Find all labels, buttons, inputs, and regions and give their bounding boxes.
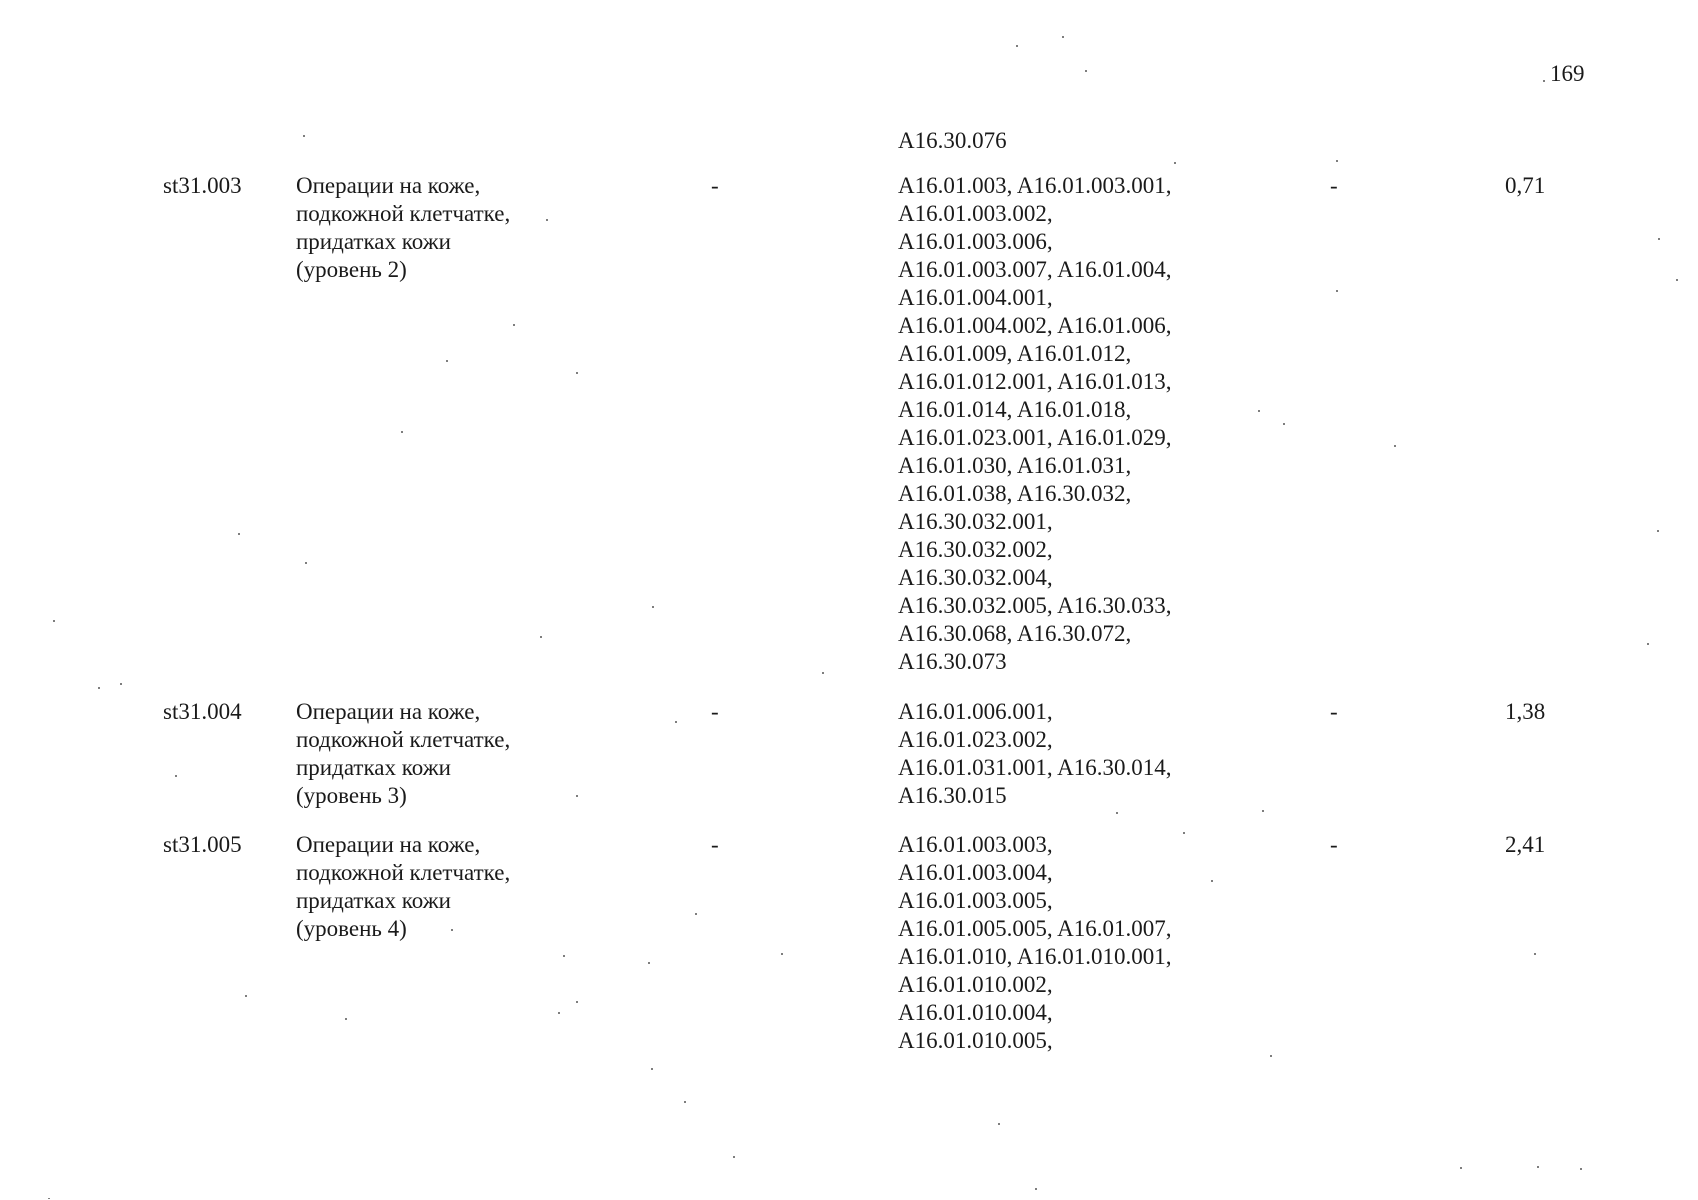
scan-speck [98, 687, 100, 689]
scan-speck [48, 1198, 50, 1199]
row-services: A16.01.003, A16.01.003.001, A16.01.003.002, A16.01.003.006, A16.01.003.007, A16.01.004, A16.01.004.001, A16.01.004.002, A16.01.006, A16.01.009, A16.01.012, A16.01.012.001, A16.01.013, A16.01.014, A16.01.018, A16.01.023.001, A16.01.029, A16.01.030, A16.01.031, A16.01.038, A16.30.032, A16.30.032.001, A16.30.032.002, A16.30.032.004, A16.30.032.005, A16.30.033, A16.30.068, A16.30.072, A16.30.073 [898, 173, 1172, 674]
row-dash-1: - [711, 832, 719, 857]
scan-speck [1283, 423, 1285, 425]
scan-speck [1116, 812, 1118, 814]
scan-speck [1270, 1055, 1272, 1057]
scan-speck [1543, 80, 1545, 82]
row-name: Операции на коже, подкожной клетчатке, придатках кожи (уровень 2) [296, 173, 511, 282]
scan-speck [1174, 162, 1176, 164]
scan-speck [1658, 238, 1660, 240]
scan-speck [53, 620, 55, 622]
row-code: st31.003 [163, 173, 242, 198]
scan-speck [446, 360, 448, 362]
scan-speck [401, 431, 403, 433]
scan-speck [1580, 1168, 1582, 1170]
scan-speck [1183, 832, 1185, 834]
scan-speck [1460, 1167, 1462, 1169]
scan-speck [451, 929, 453, 931]
scan-speck [1534, 953, 1536, 955]
page-number: 169 [1550, 61, 1585, 86]
scan-speck [345, 1018, 347, 1020]
scan-speck [822, 672, 824, 674]
scan-speck [1394, 445, 1396, 447]
scan-speck [1262, 810, 1264, 812]
scan-speck [1016, 45, 1018, 47]
scan-speck [675, 721, 677, 723]
row-name: Операции на коже, подкожной клетчатке, придатках кожи (уровень 4) [296, 832, 511, 941]
scan-speck [1258, 410, 1260, 412]
scan-speck [651, 1068, 653, 1070]
scan-speck [1537, 1166, 1539, 1168]
row-services: A16.01.006.001, A16.01.023.002, A16.01.031.001, A16.30.014, A16.30.015 [898, 699, 1172, 808]
scan-speck [540, 636, 542, 638]
scan-speck [733, 1156, 735, 1158]
scan-speck [576, 1001, 578, 1003]
row-code: st31.004 [163, 699, 242, 724]
scan-speck [781, 953, 783, 955]
scan-speck [563, 955, 565, 957]
scan-speck [652, 606, 654, 608]
row-code: st31.005 [163, 832, 242, 857]
scan-speck [513, 324, 515, 326]
scan-speck [576, 372, 578, 374]
scan-speck [576, 795, 578, 797]
scan-speck [303, 135, 305, 137]
row-coefficient: 0,71 [1505, 173, 1546, 198]
row-dash-1: - [711, 173, 719, 198]
scan-speck [546, 219, 548, 221]
row-coefficient: 1,38 [1505, 699, 1546, 724]
scan-speck [1085, 70, 1087, 72]
scan-speck [305, 562, 307, 564]
scan-speck [558, 1012, 560, 1014]
row-coefficient: 2,41 [1505, 832, 1546, 857]
row-name: Операции на коже, подкожной клетчатке, придатках кожи (уровень 3) [296, 699, 511, 808]
continuation-line: A16.30.076 [898, 128, 1007, 153]
scan-speck [1211, 880, 1213, 882]
row-dash-1: - [711, 699, 719, 724]
scan-speck [648, 962, 650, 964]
scan-speck [120, 683, 122, 685]
scan-speck [238, 533, 240, 535]
scan-speck [1647, 643, 1649, 645]
scan-speck [695, 913, 697, 915]
scan-speck [1336, 290, 1338, 292]
scan-speck [998, 1123, 1000, 1125]
scan-speck [1657, 530, 1659, 532]
scan-speck [175, 775, 177, 777]
row-dash-2: - [1330, 699, 1338, 724]
scan-speck [245, 995, 247, 997]
row-dash-2: - [1330, 173, 1338, 198]
scan-speck [1035, 1188, 1037, 1190]
scan-speck [684, 1101, 686, 1103]
row-services: A16.01.003.003, A16.01.003.004, A16.01.003.005, A16.01.005.005, A16.01.007, A16.01.010, A16.01.010.001, A16.01.010.002, A16.01.010.004, A16.01.010.005, [898, 832, 1172, 1053]
row-dash-2: - [1330, 832, 1338, 857]
scan-speck [1676, 279, 1678, 281]
scan-speck [1062, 36, 1064, 38]
scan-speck [1336, 160, 1338, 162]
